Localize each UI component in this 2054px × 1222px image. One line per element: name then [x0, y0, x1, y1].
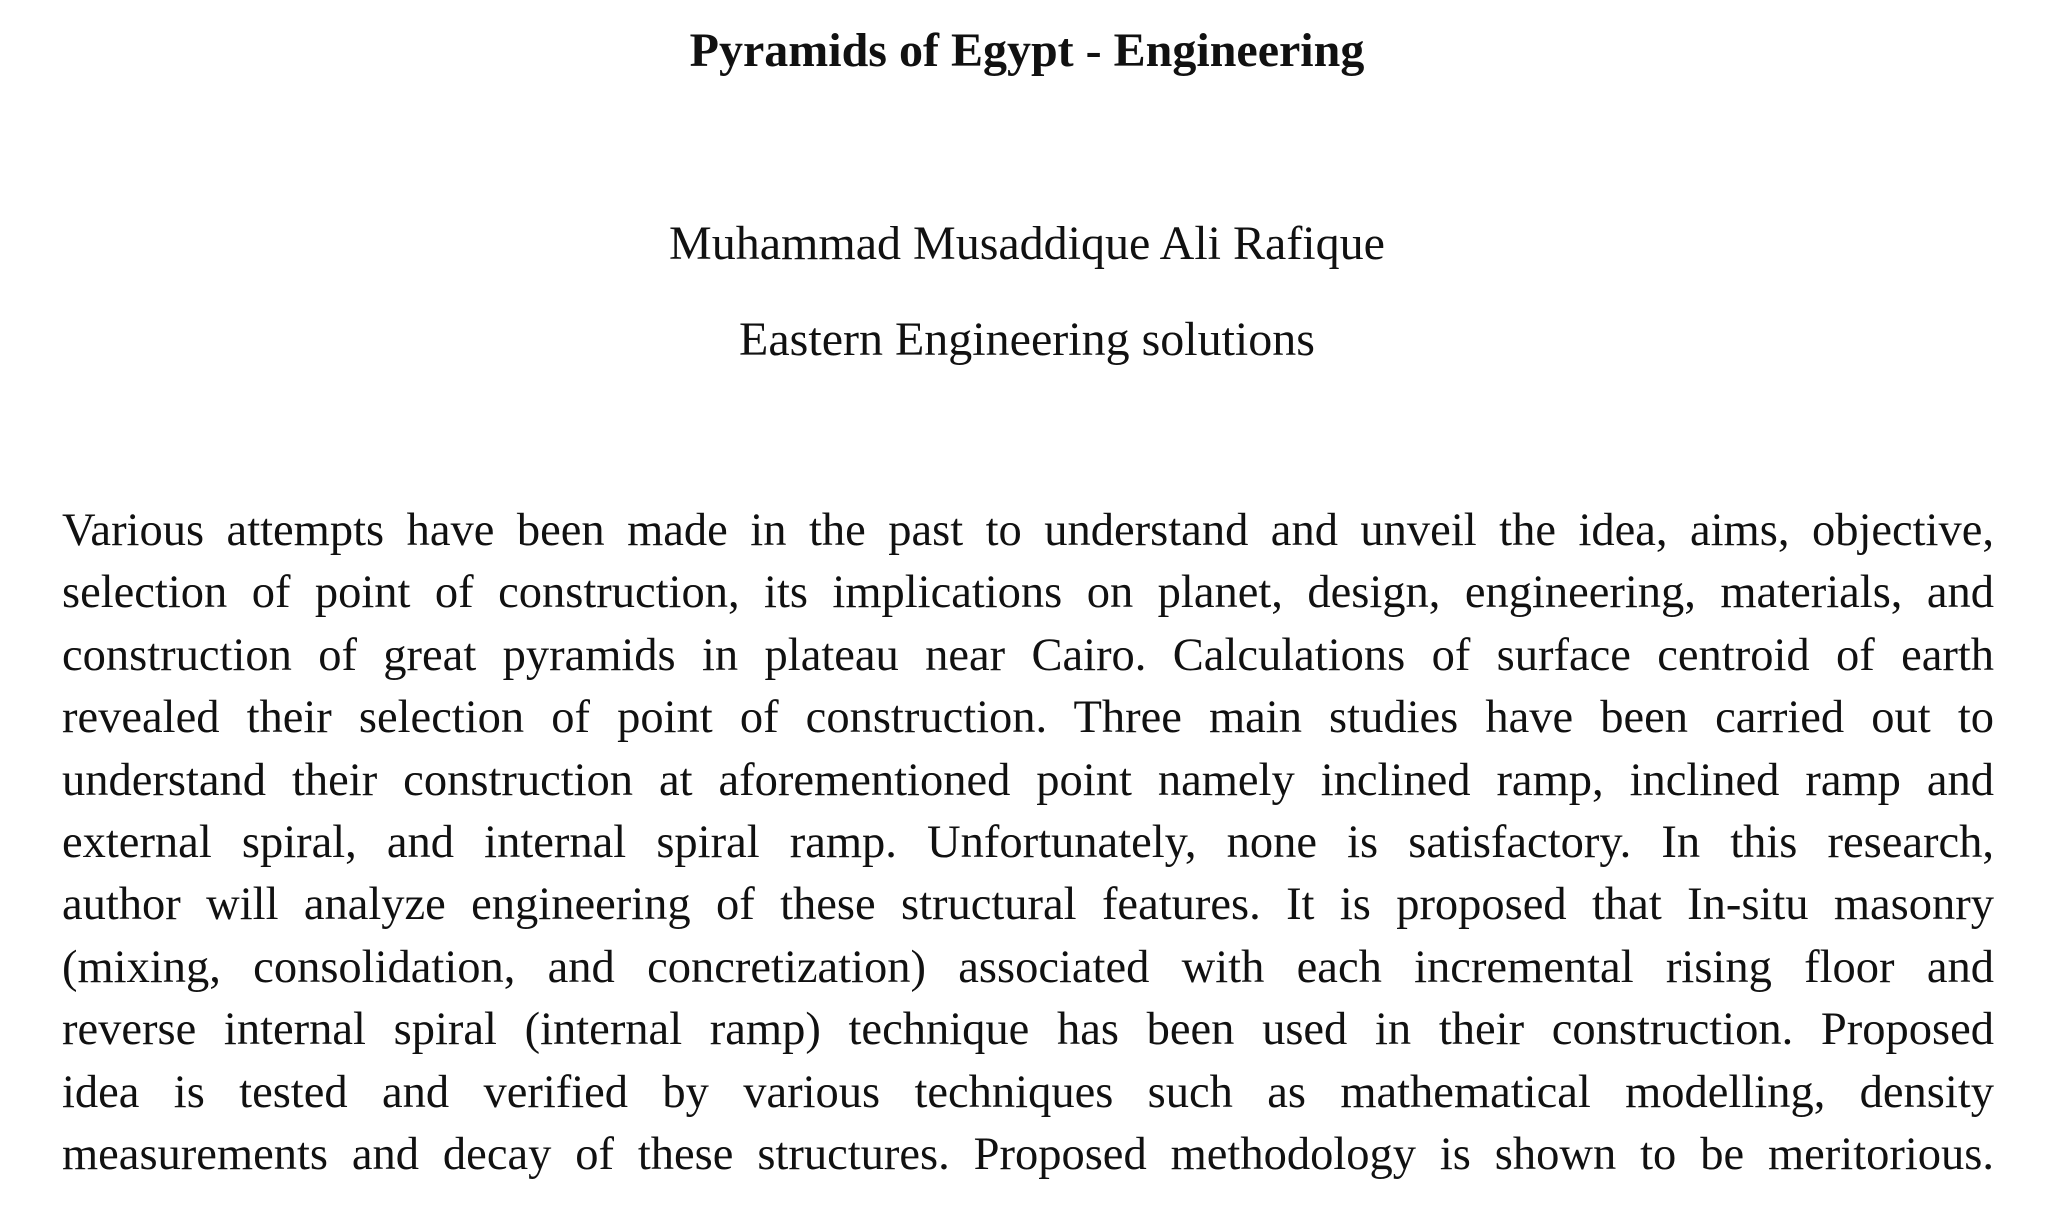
- abstract: [62, 500, 1994, 1186]
- abstract-line: measurements and decay of these structures. Proposed methodology is shown to be meritorious.: [62, 1128, 1994, 1180]
- abstract-line: external spiral, and internal spiral ramp. Unfortunately, none is satisfactory. In this research,: [62, 816, 1994, 868]
- author-affiliation: Eastern Engineering solutions: [739, 313, 1315, 366]
- abstract-line: understand their construction at aforementioned point namely inclined ramp, inclined ramp and: [62, 754, 1994, 806]
- abstract-line: construction of great pyramids in plateau near Cairo. Calculations of surface centroid of earth: [62, 629, 1994, 681]
- author-name: Muhammad Musaddique Ali Rafique: [669, 217, 1385, 270]
- abstract-line: Various attempts have been made in the past to understand and unveil the idea, aims, objective,: [62, 505, 1994, 556]
- paper-title: Pyramids of Egypt - Engineering: [689, 24, 1365, 77]
- abstract-line: author will analyze engineering of these structural features. It is proposed that In-situ masonry: [62, 879, 1994, 931]
- abstract-line: reverse internal spiral (internal ramp) technique has been used in their construction. Proposed: [62, 1004, 1994, 1056]
- abstract-line: (mixing, consolidation, and concretization) associated with each incremental rising floor and: [62, 941, 1994, 993]
- abstract-line: selection of point of construction, its implications on planet, design, engineering, materials, and: [62, 567, 1994, 619]
- abstract-line: idea is tested and verified by various techniques such as mathematical modelling, density: [62, 1066, 1994, 1118]
- abstract-line: revealed their selection of point of construction. Three main studies have been carried out to: [62, 692, 1994, 744]
